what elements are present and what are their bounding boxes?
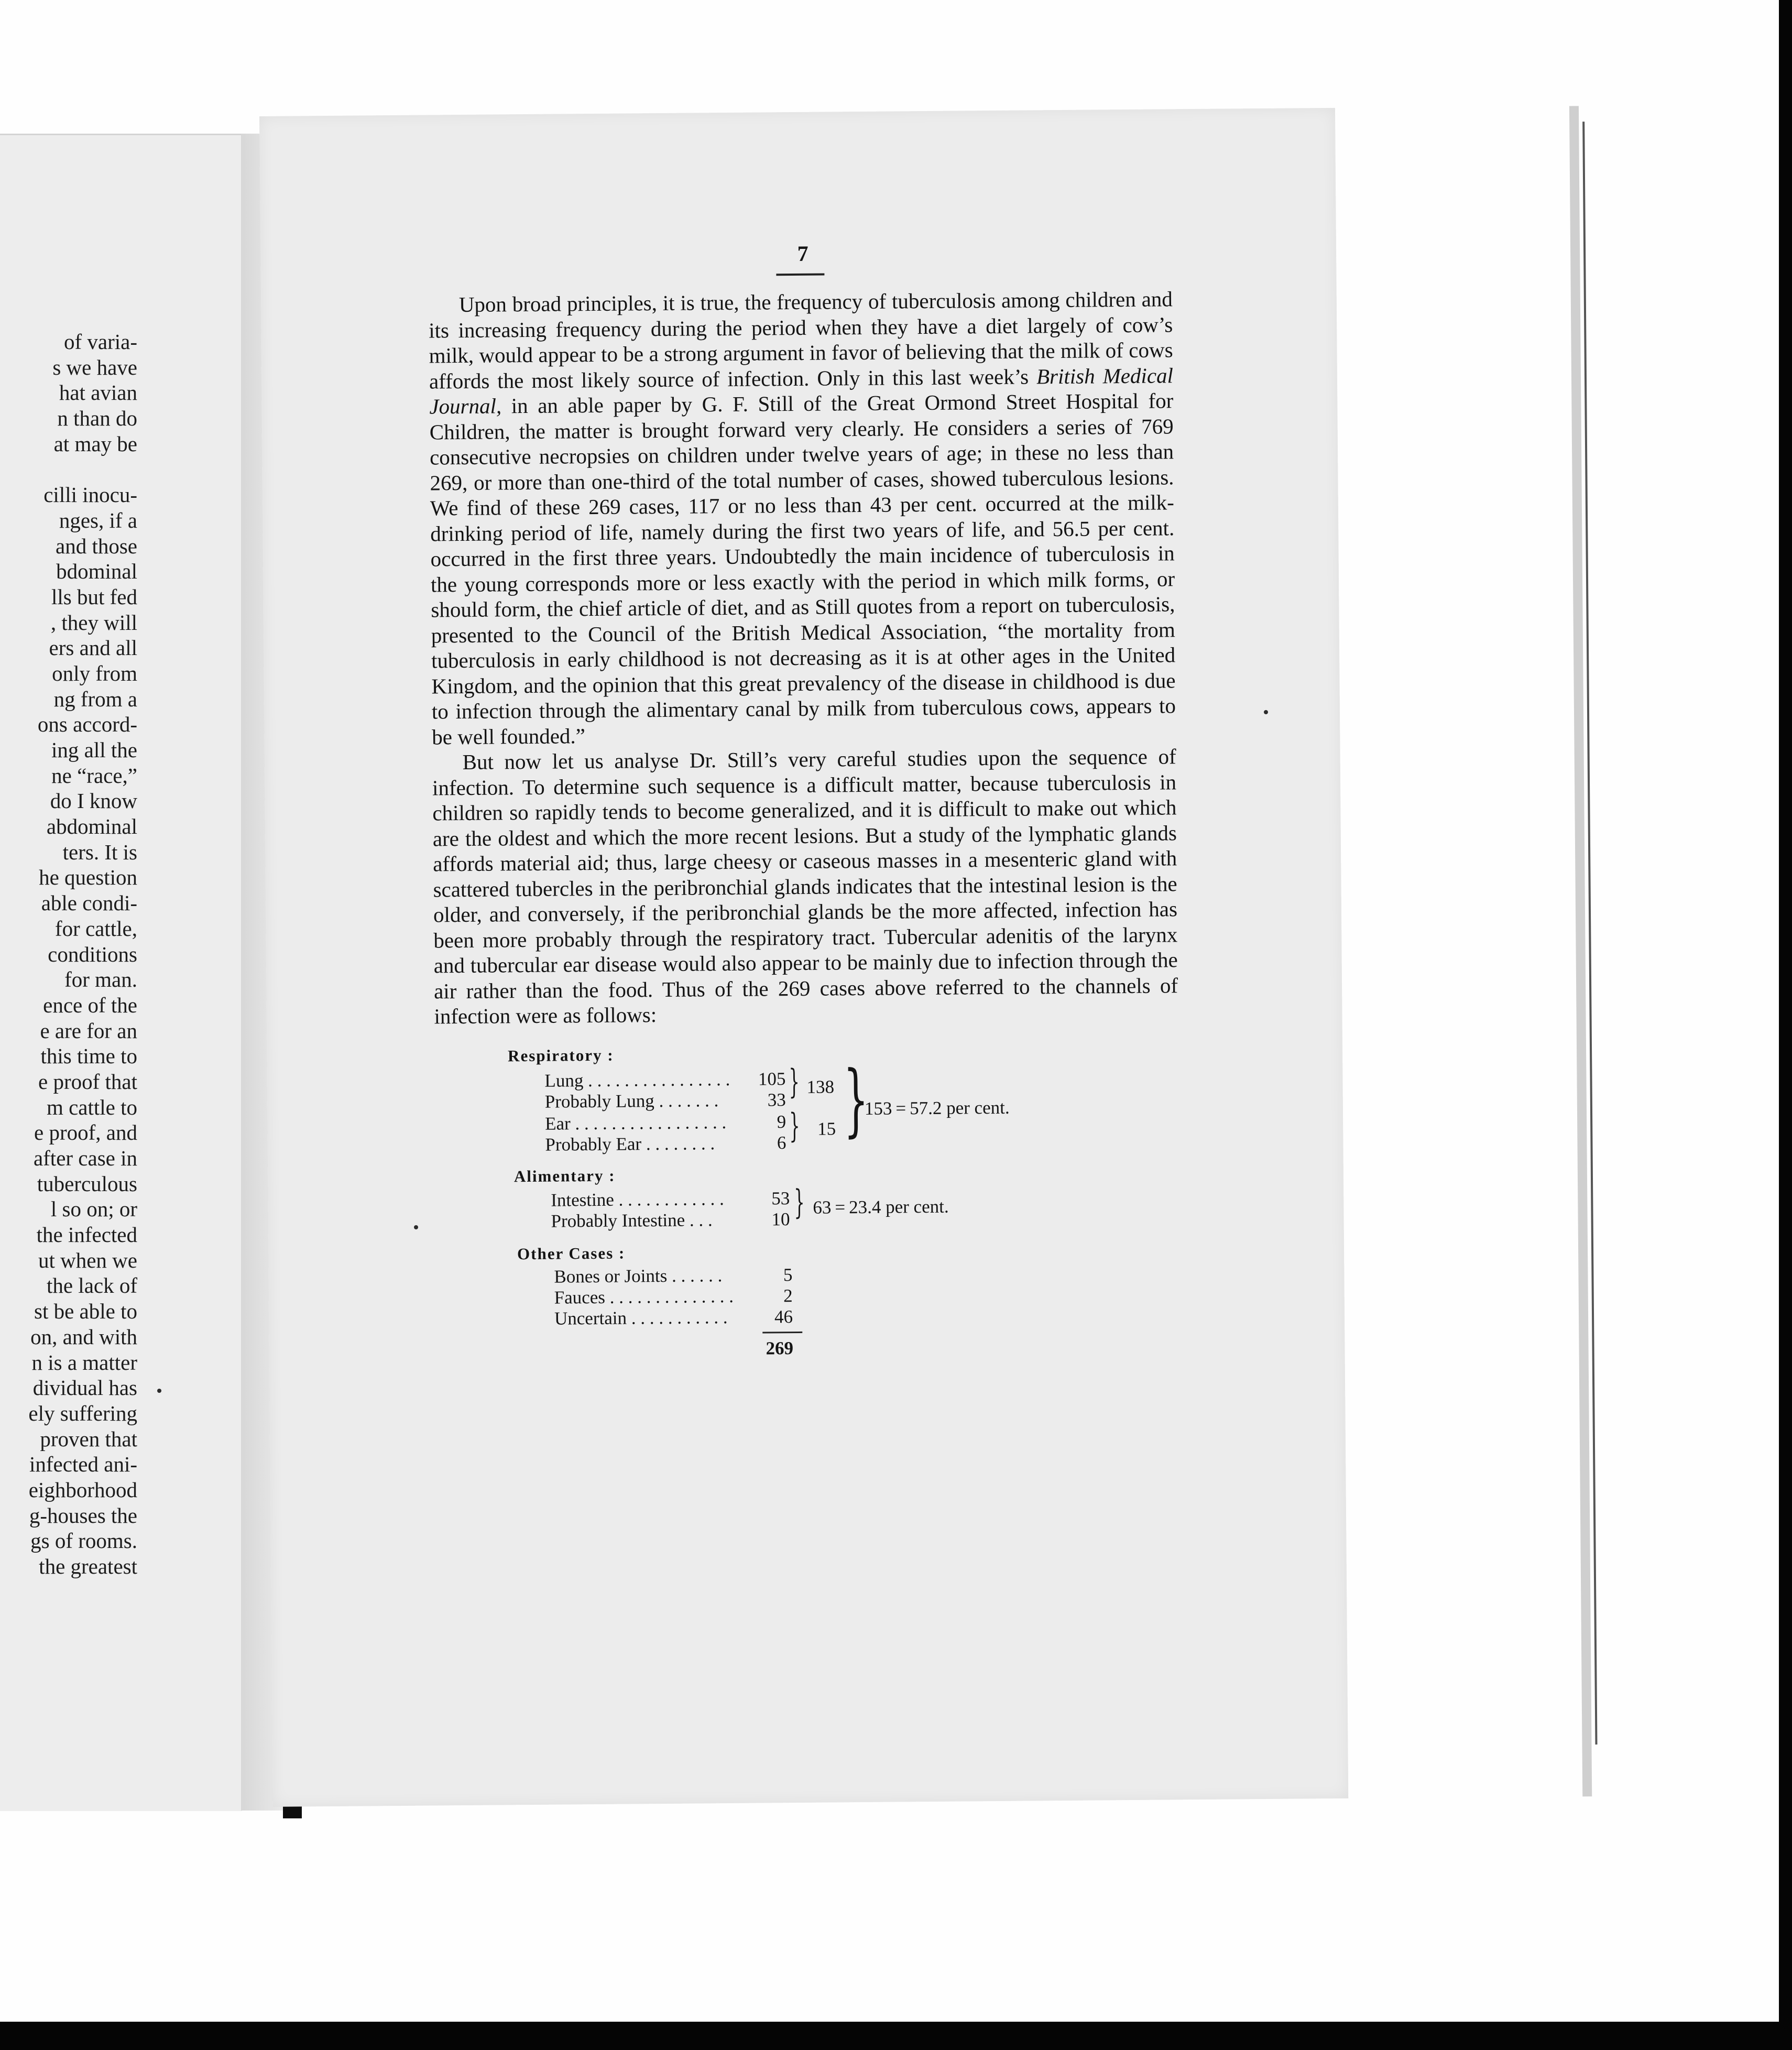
scan-speck [157, 1389, 161, 1393]
facing-page-line: s we have [52, 355, 137, 379]
paragraph-1-part-a: Upon broad principles, it is true, the frequency of tuberculosis among children and its increasing frequency during the period when they have a diet largely of cow’s milk, would appear to be a strong argument in favor of believing that the milk of cows affords the most likely source of infection. Only in this last week’s [429, 287, 1173, 393]
row-fauces-value: 2 [783, 1285, 793, 1306]
facing-page-line: on, and with [30, 1324, 137, 1349]
facing-page-line: , they will [50, 610, 137, 635]
row-bones-label: Bones or Joints . . . . . . [554, 1264, 723, 1287]
facing-page-line: conditions [48, 942, 137, 966]
facing-page-line: ence of the [43, 993, 137, 1017]
scan-speck [1264, 710, 1268, 714]
brace-lung: } [789, 1062, 800, 1102]
facing-page-line: ers and all [49, 636, 137, 660]
row-intestine-value: 53 [771, 1187, 790, 1208]
journal-title: British Medical Journal, [429, 363, 1174, 419]
paragraph-1-part-b: in an able paper by G. F. Still of the Great Ormond Street Hospital for Children, the matter is brought forward very clearly. He considers a series of 769 consecutive necropsies on children under twelve years of age; in these no less than 269, or more than one-third of the total number of cases, showed tuberculous lesions. We find of these 269 cases, 117 or no less than 43 per cent. occurred at the milk-drinking period of life, namely during the first two years of life, and 56.5 per cent. occurred in the first three years. Undoubtedly the main incidence of tuberculosis in the young corresponds more or less exactly with the period in which milk forms, or should form, the chief article of diet, and as Still quotes from a report on tuberculosis, presented to the Council of the British Medical Association, “the mortality from tuberculosis in early childhood is not decreasing as it is at other ages in the United Kingdom, and the opinion that this great prevalency of the disease in childhood is due to infection through the alimentary canal by milk from tuberculous cows, appears to be well founded.” [429, 388, 1176, 749]
facing-page-line: of varia- [64, 330, 137, 354]
heading-other-cases: Other Cases : [517, 1244, 626, 1263]
facing-page-line: bdominal [56, 559, 137, 584]
row-probably-intestine-value: 10 [771, 1208, 790, 1229]
page-number-rule [776, 274, 824, 276]
grand-total: 269 [766, 1337, 794, 1358]
facing-page-left [0, 134, 242, 1811]
paragraph-1 [429, 286, 1176, 749]
row-lung-label: Lung . . . . . . . . . . . . . . . . [544, 1068, 730, 1091]
facing-page-line: the infected [36, 1223, 137, 1247]
facing-page-line: m cattle to [46, 1095, 137, 1119]
facing-page-line: proven that [40, 1426, 137, 1451]
facing-page-line: ely suffering [28, 1401, 137, 1425]
facing-page-line: at may be [53, 431, 137, 456]
row-ear-value: 9 [777, 1111, 786, 1132]
row-ear-label: Ear . . . . . . . . . . . . . . . . . [544, 1111, 727, 1134]
row-intestine-label: Intestine . . . . . . . . . . . . [551, 1188, 724, 1211]
facing-page-line: the lack of [46, 1273, 137, 1298]
page-number: 7 [797, 242, 808, 266]
facing-page-line: ons accord- [37, 712, 137, 737]
row-uncertain-label: Uncertain . . . . . . . . . . . [554, 1306, 728, 1329]
facing-page-line: the greatest [39, 1554, 137, 1578]
brace-alimentary: } [794, 1183, 805, 1222]
subtotal-lung: 138 [806, 1076, 835, 1097]
facing-page-line: ng from a [53, 686, 137, 711]
facing-page-line: ters. It is [62, 839, 137, 864]
facing-page-line: ing all the [51, 738, 137, 762]
facing-page-line: this time to [40, 1044, 137, 1068]
facing-page-line: n is a matter [31, 1350, 137, 1375]
row-probably-ear-label: Probably Ear . . . . . . . . [545, 1132, 715, 1155]
facing-page-line: nges, if a [59, 508, 137, 532]
page-content [428, 238, 1181, 1372]
facing-page-line: eighborhood [28, 1477, 137, 1502]
facing-page-line: abdominal [46, 814, 137, 839]
alimentary-total: 63 = 23.4 per cent. [813, 1196, 949, 1218]
facing-page-line: after case in [33, 1146, 137, 1170]
facing-page-line: ut when we [38, 1248, 137, 1272]
facing-page-line: for cattle, [54, 916, 137, 941]
facing-page-line: he question [39, 865, 137, 890]
facing-page-line: e proof, and [34, 1120, 137, 1145]
respiratory-total: 153 = 57.2 per cent. [864, 1097, 1010, 1119]
facing-page-line: ne “race,” [51, 763, 137, 788]
row-probably-lung-value: 33 [767, 1089, 786, 1110]
facing-page-line: tuberculous [37, 1171, 137, 1196]
row-probably-lung-label: Probably Lung . . . . . . . [544, 1089, 719, 1112]
row-probably-intestine-label: Probably Intestine . . . [551, 1209, 713, 1231]
facing-page-line: cilli inocu- [43, 483, 137, 507]
row-bones-value: 5 [783, 1264, 793, 1285]
heading-alimentary: Alimentary : [513, 1166, 616, 1185]
body-text [429, 286, 1178, 1029]
scan-speck [414, 1225, 418, 1229]
facing-page-line: e proof that [38, 1069, 137, 1094]
page-seven [259, 108, 1348, 1807]
scan-border-bottom [0, 2022, 1792, 2050]
facing-page-text [0, 329, 137, 1579]
facing-page-line: lls but fed [51, 584, 137, 609]
row-lung-value: 105 [758, 1068, 786, 1089]
facing-page-line: able condi- [41, 891, 137, 915]
row-probably-ear-value: 6 [777, 1132, 786, 1153]
facing-page-line: and those [56, 533, 137, 558]
facing-page-line: do I know [50, 789, 137, 813]
facing-page-line: for man. [64, 967, 137, 992]
facing-page-line [0, 456, 137, 482]
scan-border-right [1779, 0, 1792, 2022]
facing-page-line: g-houses the [29, 1503, 137, 1528]
facing-page-line: dividual has [32, 1376, 137, 1400]
heading-respiratory: Respiratory : [507, 1045, 614, 1065]
row-uncertain-value: 46 [774, 1306, 793, 1327]
facing-page-line: n than do [57, 406, 137, 431]
facing-page-line: infected ani- [29, 1452, 137, 1477]
paragraph-2: But now let us analyse Dr. Still’s very careful studies upon the sequence of infection. To determine such sequence is a difficult matter, because tuberculosis in children so rapidly tends to become generalized, and it is difficult to make out which are the oldest and which the more recent lesions. But a study of the lymphatic glands affords material aid; thus, large cheesy or caseous masses in a mesenteric gland with scattered tubercles in the peribronchial glands indicates that the intestinal lesion is the older, and conversely, if the peribronchial glands be the more affected, infection has been more probably through the respiratory tract. Tubercular adenitis of the larynx and tubercular ear disease would also appear to be mainly due to infection through the air rather than the food. Thus of the 269 cases above referred to the channels of infection were as follows: [432, 744, 1178, 1029]
infection-channels-table [434, 1041, 1181, 1372]
facing-page-line: gs of rooms. [30, 1529, 137, 1553]
total-rule [762, 1331, 802, 1333]
subtotal-ear: 15 [817, 1118, 836, 1139]
facing-page-line: hat avian [59, 380, 137, 405]
row-fauces-label: Fauces . . . . . . . . . . . . . . [554, 1285, 734, 1308]
facing-page-line: e are for an [40, 1018, 137, 1043]
facing-page-line: only from [52, 661, 137, 685]
facing-page-line: l so on; or [50, 1197, 137, 1222]
brace-ear: } [789, 1106, 800, 1146]
facing-page-line: st be able to [34, 1299, 137, 1324]
brace-respiratory-total: } [843, 1054, 869, 1146]
